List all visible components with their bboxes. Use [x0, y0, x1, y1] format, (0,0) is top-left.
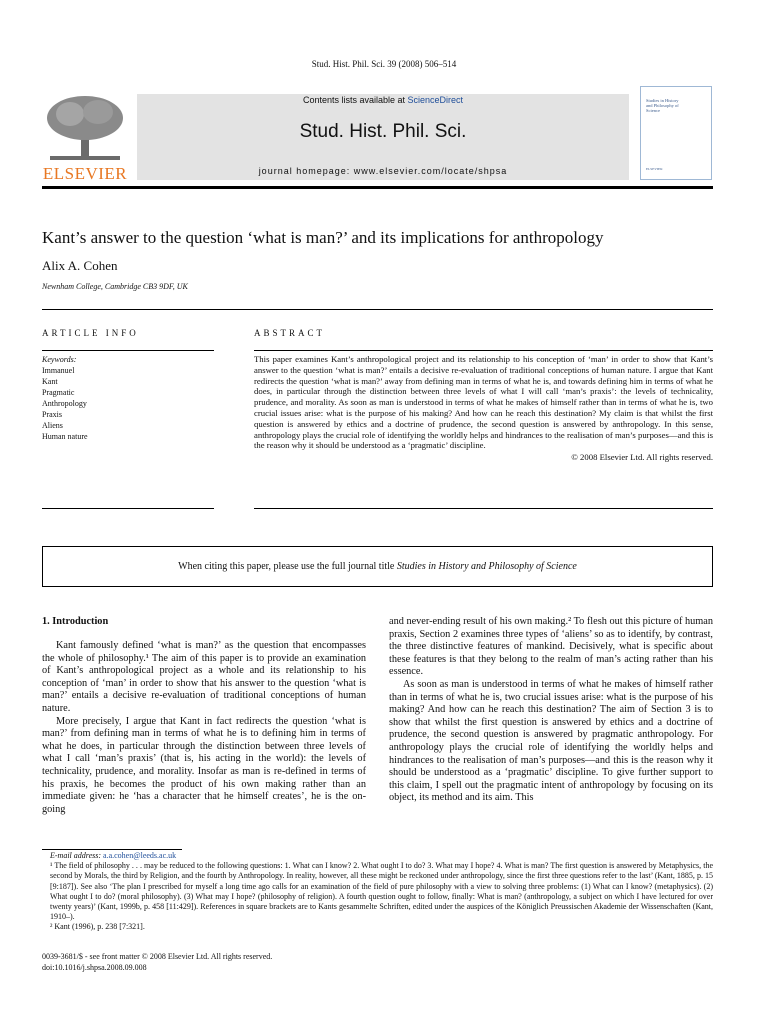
article-title: Kant’s answer to the question ‘what is man?’ and its implications for anthropology	[42, 228, 604, 247]
section-heading: 1. Introduction	[42, 616, 109, 627]
journal-title: Stud. Hist. Phil. Sci.	[299, 121, 467, 142]
running-head: Stud. Hist. Phil. Sci. 39 (2008) 506–514	[311, 59, 457, 69]
article-info-rule-bottom	[42, 508, 214, 509]
journal-cover-thumbnail	[640, 86, 712, 180]
abstract-body	[254, 354, 713, 463]
publisher-wordmark: ELSEVIER	[42, 164, 128, 183]
doi-line[interactable]: doi:10.1016/j.shpsa.2008.09.008	[42, 963, 147, 972]
email-label: E-mail address:	[50, 851, 104, 860]
journal-homepage[interactable]: journal homepage: www.elsevier.com/locate/shpsa	[258, 166, 508, 176]
paragraph: Kant famously defined ‘what is man?’ as the question that encompasses the whole of philosophy.¹ The aim of this paper is to provide an examination of Kant’s anthropological project as a whole and its relationship to his conception of ‘man’ in order to show that his answer to the question ‘what is man?’ entails a decisive re-evaluation of traditional conceptions of human nature.	[42, 640, 366, 714]
footnotes	[42, 851, 713, 933]
cover-publisher: ELSEVIER	[646, 167, 663, 171]
keyword: Kant	[42, 377, 58, 386]
sciencedirect-link[interactable]: ScienceDirect	[407, 95, 464, 105]
abstract-text: This paper examines Kant’s anthropological project and its relationship to his conception of ‘man’ in order to show that Kant’s answer to the question ‘what is man?’ entails a decisive re-evaluation of traditional conceptions of human nature. I argue that Kant redirects the question ‘what is man?’ away from defining man in terms of what he is, and towards defining him in terms of what he does, in particular through the distinction between three levels of what I will call ‘man’s praxis’: the levels of technicality, prudence, and morality. As soon as man is understood in terms of what he makes of himself rather than in terms of what he is, two crucial issues arise: what is the purpose of his making? And how can he reach this destination? My claim is that whilst the first question is answered by ethics and a doctrine of prudence, the second question is answered by anthropology. In this sense, anthropology plays the crucial role of identifying the worldly helps and hindrances to the realisation of man’s purposes—and this is the reason why it should be understood as a ‘pragmatic’ discipline.	[254, 354, 713, 451]
article-author: Alix A. Cohen	[42, 258, 118, 273]
author-affiliation: Newnham College, Cambridge CB3 9DF, UK	[42, 282, 188, 291]
email-link[interactable]: a.a.cohen@leeds.ac.uk	[103, 851, 177, 860]
keyword: Immanuel	[42, 366, 75, 375]
contents-line	[137, 95, 629, 105]
paragraph: and never-ending result of his own making.² To flesh out this picture of human praxis, Section 2 examines three types of ‘aliens’ so as to identify, by contrast, the three distinctive features of mankind. Decisively, what is specific about these features is that they belong to the realm of man’s acting rather than his essence.	[389, 616, 713, 678]
keyword: Praxis	[42, 410, 62, 419]
footnote-1: ¹ The field of philosophy . . . may be reduced to the following questions: 1. What can I know? 2. What ought I to do? 3. What may I hope? 4. What is man? The first question is answered by Metaphysics, the second by Morals, the third by Religion, and the fourth by Anthropology. In reality, however, all these might be reckoned under anthropology, since the first three questions refer to the last’ (Kant, 1885, p. 15 [9:187]). See also ‘The plan I prescribed for myself a long time ago calls for an examination of the field of pure philosophy with a view to solving three problems: (1) What can I know? (metaphysics). (2) What ought I to do? (moral philosophy). (3) What may I hope? (philosophy of religion). A fourth question ought to follow, finally: What is man? (anthropology, a subject on which I have lectured for over twenty years)’ (Kant, 1999b, p. 458 [11:429]). References in square brackets are to Kants gesammelte Schriften, edited under the auspices of the Königlich Preussischen Akademie der Wissenschaften (Kant, 1910–).	[50, 861, 713, 922]
paragraph: As soon as man is understood in terms of what he makes of himself rather than in terms of what he is, two crucial issues arise: what is the purpose of his making? And how can he reach this destination? The aim of Section 3 is to show that whilst the first question is answered by ethics and a doctrine of prudence, the second question is answered by pragmatic anthropology. For anthropology plays the crucial role of identifying the worldly helps and hindrances to the realisation of man’s purposes—and this is the reason why it should be understood as a ‘pragmatic’ discipline. To give further support to this claim, I spell out the pragmatic intent of anthropology by focusing on its object, its method and its aim. This	[389, 678, 713, 804]
body-column-left	[42, 640, 366, 816]
footnote-2: ² Kant (1996), p. 238 [7:321].	[50, 922, 145, 932]
citation-journal: Studies in History and Philosophy of Science	[396, 561, 577, 572]
article-info-rule-top	[42, 350, 214, 351]
citation-prefix: When citing this paper, please use the full journal title	[178, 561, 397, 572]
title-rule	[42, 309, 713, 310]
keyword: Anthropology	[42, 399, 87, 408]
citation-notice-box	[42, 546, 713, 587]
footnote-rule	[42, 849, 182, 850]
copyright-notice: © 2008 Elsevier Ltd. All rights reserved.	[571, 452, 713, 463]
keywords-list	[42, 354, 88, 442]
cover-title: Studies in History and Philosophy of Science	[646, 98, 679, 113]
article-info-heading: ARTICLE INFO	[42, 328, 139, 338]
abstract-rule-bottom	[254, 508, 713, 509]
keywords-label: Keywords:	[42, 355, 77, 364]
header-rule	[42, 186, 713, 189]
body-column-right	[389, 616, 713, 805]
email-footnote	[42, 851, 713, 861]
abstract-heading: ABSTRACT	[254, 328, 326, 338]
paragraph: More precisely, I argue that Kant in fact redirects the question ‘what is man?’ from defining man in terms of what he is to defining him in terms of what he does, in particular through the distinction between three levels of what I call ‘man’s praxis’ (that is, his acting in the world): the levels of technicality, prudence, and morality. Insofar as man is re-defined in terms of his praxis, he becomes the product of his own making rather than an immediate given: he ‘has a character that he himself creates’, he is the on-going	[42, 715, 366, 815]
contents-prefix: Contents lists available at	[302, 95, 408, 105]
issn-line: 0039-3681/$ - see front matter © 2008 Elsevier Ltd. All rights reserved.	[42, 952, 273, 961]
front-matter-info	[42, 951, 272, 973]
abstract-rule-top	[254, 350, 713, 351]
keyword: Aliens	[42, 421, 63, 430]
keyword: Human nature	[42, 432, 88, 441]
keyword: Pragmatic	[42, 388, 75, 397]
